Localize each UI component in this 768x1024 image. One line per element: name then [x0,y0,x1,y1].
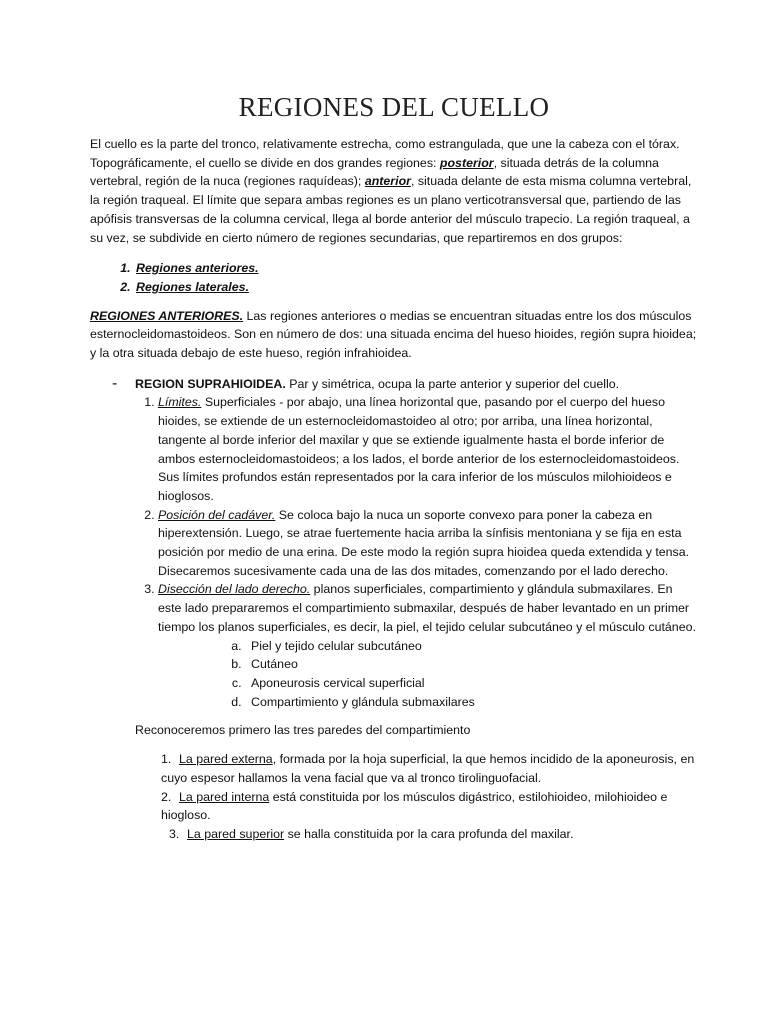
wall-text: , formada por la hoja superficial, la que hemos incidido de la aponeurosis, en cuyo espesor hallamos la vena facial que va al tronco tirolinguofacial. [161,752,695,785]
layer-item: d. Compartimiento y glándula submaxilares [245,693,698,712]
steps-list [90,393,698,636]
wall-item-externa [161,750,698,787]
anteriores-heading: REGIONES ANTERIORES. [90,308,244,323]
anteriores-paragraph [90,307,698,363]
wall-number: 1. [161,752,172,767]
term-posterior: posterior [439,155,494,170]
step-label: Disección del lado derecho. [158,582,311,597]
walls-list [90,750,698,844]
layer-item: b. Cutáneo [245,655,698,674]
wall-item-superior [161,825,698,844]
suprahioidea-heading: REGION SUPRAHIOIDEA. [135,376,286,391]
step-item-posicion [158,506,698,581]
step-label: Posición del cadáver. [158,507,276,522]
step-text: Se coloca bajo la nuca un soporte convexo para poner la cabeza en hiperextensión. Luego, se atrae fuertemente hacia arriba la sínfisis mentoniana y se fija en esta posición por medio de una erina. De este modo la región supra hioidea queda extendida y tensa. Disecaremos sucesivamente cada una de las dos mitades, comenzando por el lado derecho. [158,507,690,578]
wall-label: La pared superior [187,826,285,841]
intro-text-2: , situada detrás de la columna vertebral, región de la nuca (regiones raquídeas); [90,155,659,189]
wall-number: 3. [169,826,180,841]
step-item-diseccion [158,580,698,636]
suprahioidea-section [90,375,698,394]
dash-bullet: - [112,374,118,392]
suprahioidea-text: Par y simétrica, ocupa la parte anterior y superior del cuello. [285,376,620,391]
anteriores-text: Las regiones anteriores o medias se encuentran situadas entre los dos músculos esternocleidomastoideos. Son en número de dos: una situada encima del hueso hioides, región supra hioidea; y la otra situada debajo de este hueso, región infrahioidea. [90,308,697,361]
step-item-limites [158,393,698,505]
wall-text: está constituida por los músculos digástrico, estilohioideo, milohioideo e hiogloso. [161,789,668,823]
group-item-laterales: 2. Regiones laterales. [134,278,698,297]
wall-label: La pared interna [179,789,270,804]
page-title: REGIONES DEL CUELLO [238,92,550,122]
suprahioidea-intro [135,375,698,394]
layers-list [90,637,698,712]
intro-text-1: El cuello es la parte del tronco, relativamente estrecha, como estrangulada, que une la cabeza con el tórax. Topográficamente, el cuello se divide en dos grandes regiones: [90,137,680,170]
layer-item: a. Piel y tejido celular subcutáneo [245,637,698,656]
intro-text-3: , situada delante de esta misma columna vertebral, la región traqueal. El límite que separa ambas regiones es un plano verticotransversal que, partiendo de las apófisis transversas de la columna cervical, llega al borde anterior del músculo trapecio. La región traqueal, a su vez, se subdivide en cierto número de regiones secundarias, que repartiremos en dos grupos: [90,174,692,245]
group-item-anteriores: 1. Regiones anteriores. [134,259,698,278]
wall-item-interna [161,788,698,825]
step-text: Superficiales - por abajo, una línea horizontal que, pasando por el cuerpo del hueso hioides, se extiende de un esternocleidomastoideo al otro; por arriba, una línea horizontal, tangente al borde inferior del maxilar y que se extiende igualmente hasta el borde inferior de ambos esternocleidomastoideos; a los lados, el borde anterior de los esternocleidomastoideos. Sus límites profundos están representados por la cara inferior de los músculos milohioideos e hioglosos. [158,395,680,503]
layer-item: c. Aponeurosis cervical superficial [245,674,698,693]
wall-label: La pared externa [179,752,273,767]
step-label: Límites. [158,395,202,410]
intro-paragraph [90,135,698,247]
wall-number: 2. [161,789,172,804]
term-anterior: anterior [364,174,411,189]
wall-text: se halla constituida por la cara profunda del maxilar. [284,826,574,841]
recon-paragraph: Reconoceremos primero las tres paredes del compartimiento [135,723,471,738]
groups-list [90,259,698,296]
step-text: planos superficiales, compartimiento y glándula submaxilares. En este lado prepararemos el compartimiento submaxilar, después de haber levantado en un primer tiempo los planos superficiales, es decir, la piel, el tejido celular subcutáneo y el músculo cutáneo. [158,582,696,634]
